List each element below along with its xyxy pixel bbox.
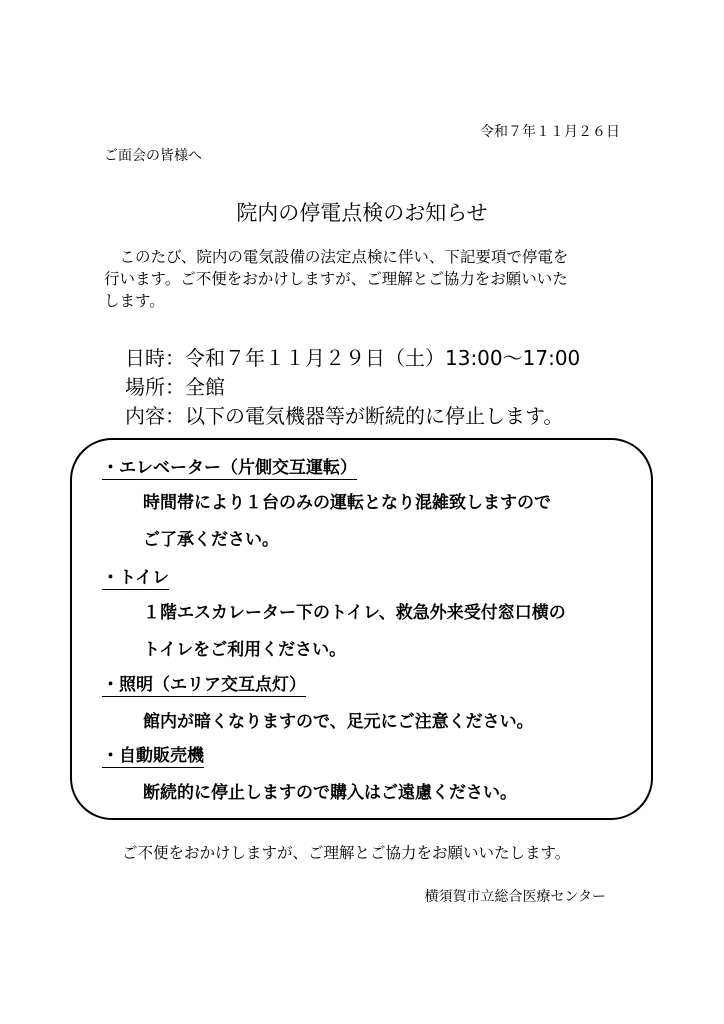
item-heading-lighting: ・照明（エリア交互点灯） [102,670,306,697]
organization-name: 横須賀市立総合医療センター [424,889,606,905]
info-datetime: 日時：令和７年１１月２９日（土）13:00～17:00 [125,346,581,370]
item-text-elevator: ご了承ください。 [143,530,279,550]
item-text-lighting: 館内が暗くなりますので、足元にご注意ください。 [143,712,534,732]
item-heading-vending: ・自動販売機 [102,741,204,768]
intro-line: 行います。ご不便をおかけしますが、ご理解とご協力をお願いいた [104,270,568,288]
notice-date: 令和７年１１月２６日 [480,124,620,140]
notice-title: 院内の停電点検のお知らせ [236,201,488,225]
info-content: 内容：以下の電気機器等が断続的に停止します。 [125,404,564,428]
item-text-toilet: １階エスカレーター下のトイレ、救急外来受付窓口横の [143,603,566,623]
item-heading-toilet: ・トイレ [102,563,169,590]
closing-message: ご不便をおかけしますが、ご理解とご協力をお願いいたします。 [122,844,571,862]
item-heading-elevator: ・エレベーター（片側交互運転） [102,453,357,480]
intro-line: します。 [104,292,165,310]
info-place: 場所：全館 [125,375,225,399]
item-text-elevator: 時間帯により１台のみの運転となり混雑致しますので [143,493,551,513]
item-text-toilet: トイレをご利用ください。 [143,640,347,660]
greeting: ご面会の皆様へ [104,148,202,164]
intro-paragraph [104,246,624,312]
intro-line: このたび、院内の電気設備の法定点検に伴い、下記要項で停電を [104,248,569,266]
item-text-vending: 断続的に停止しますので購入はご遠慮ください。 [143,783,517,803]
